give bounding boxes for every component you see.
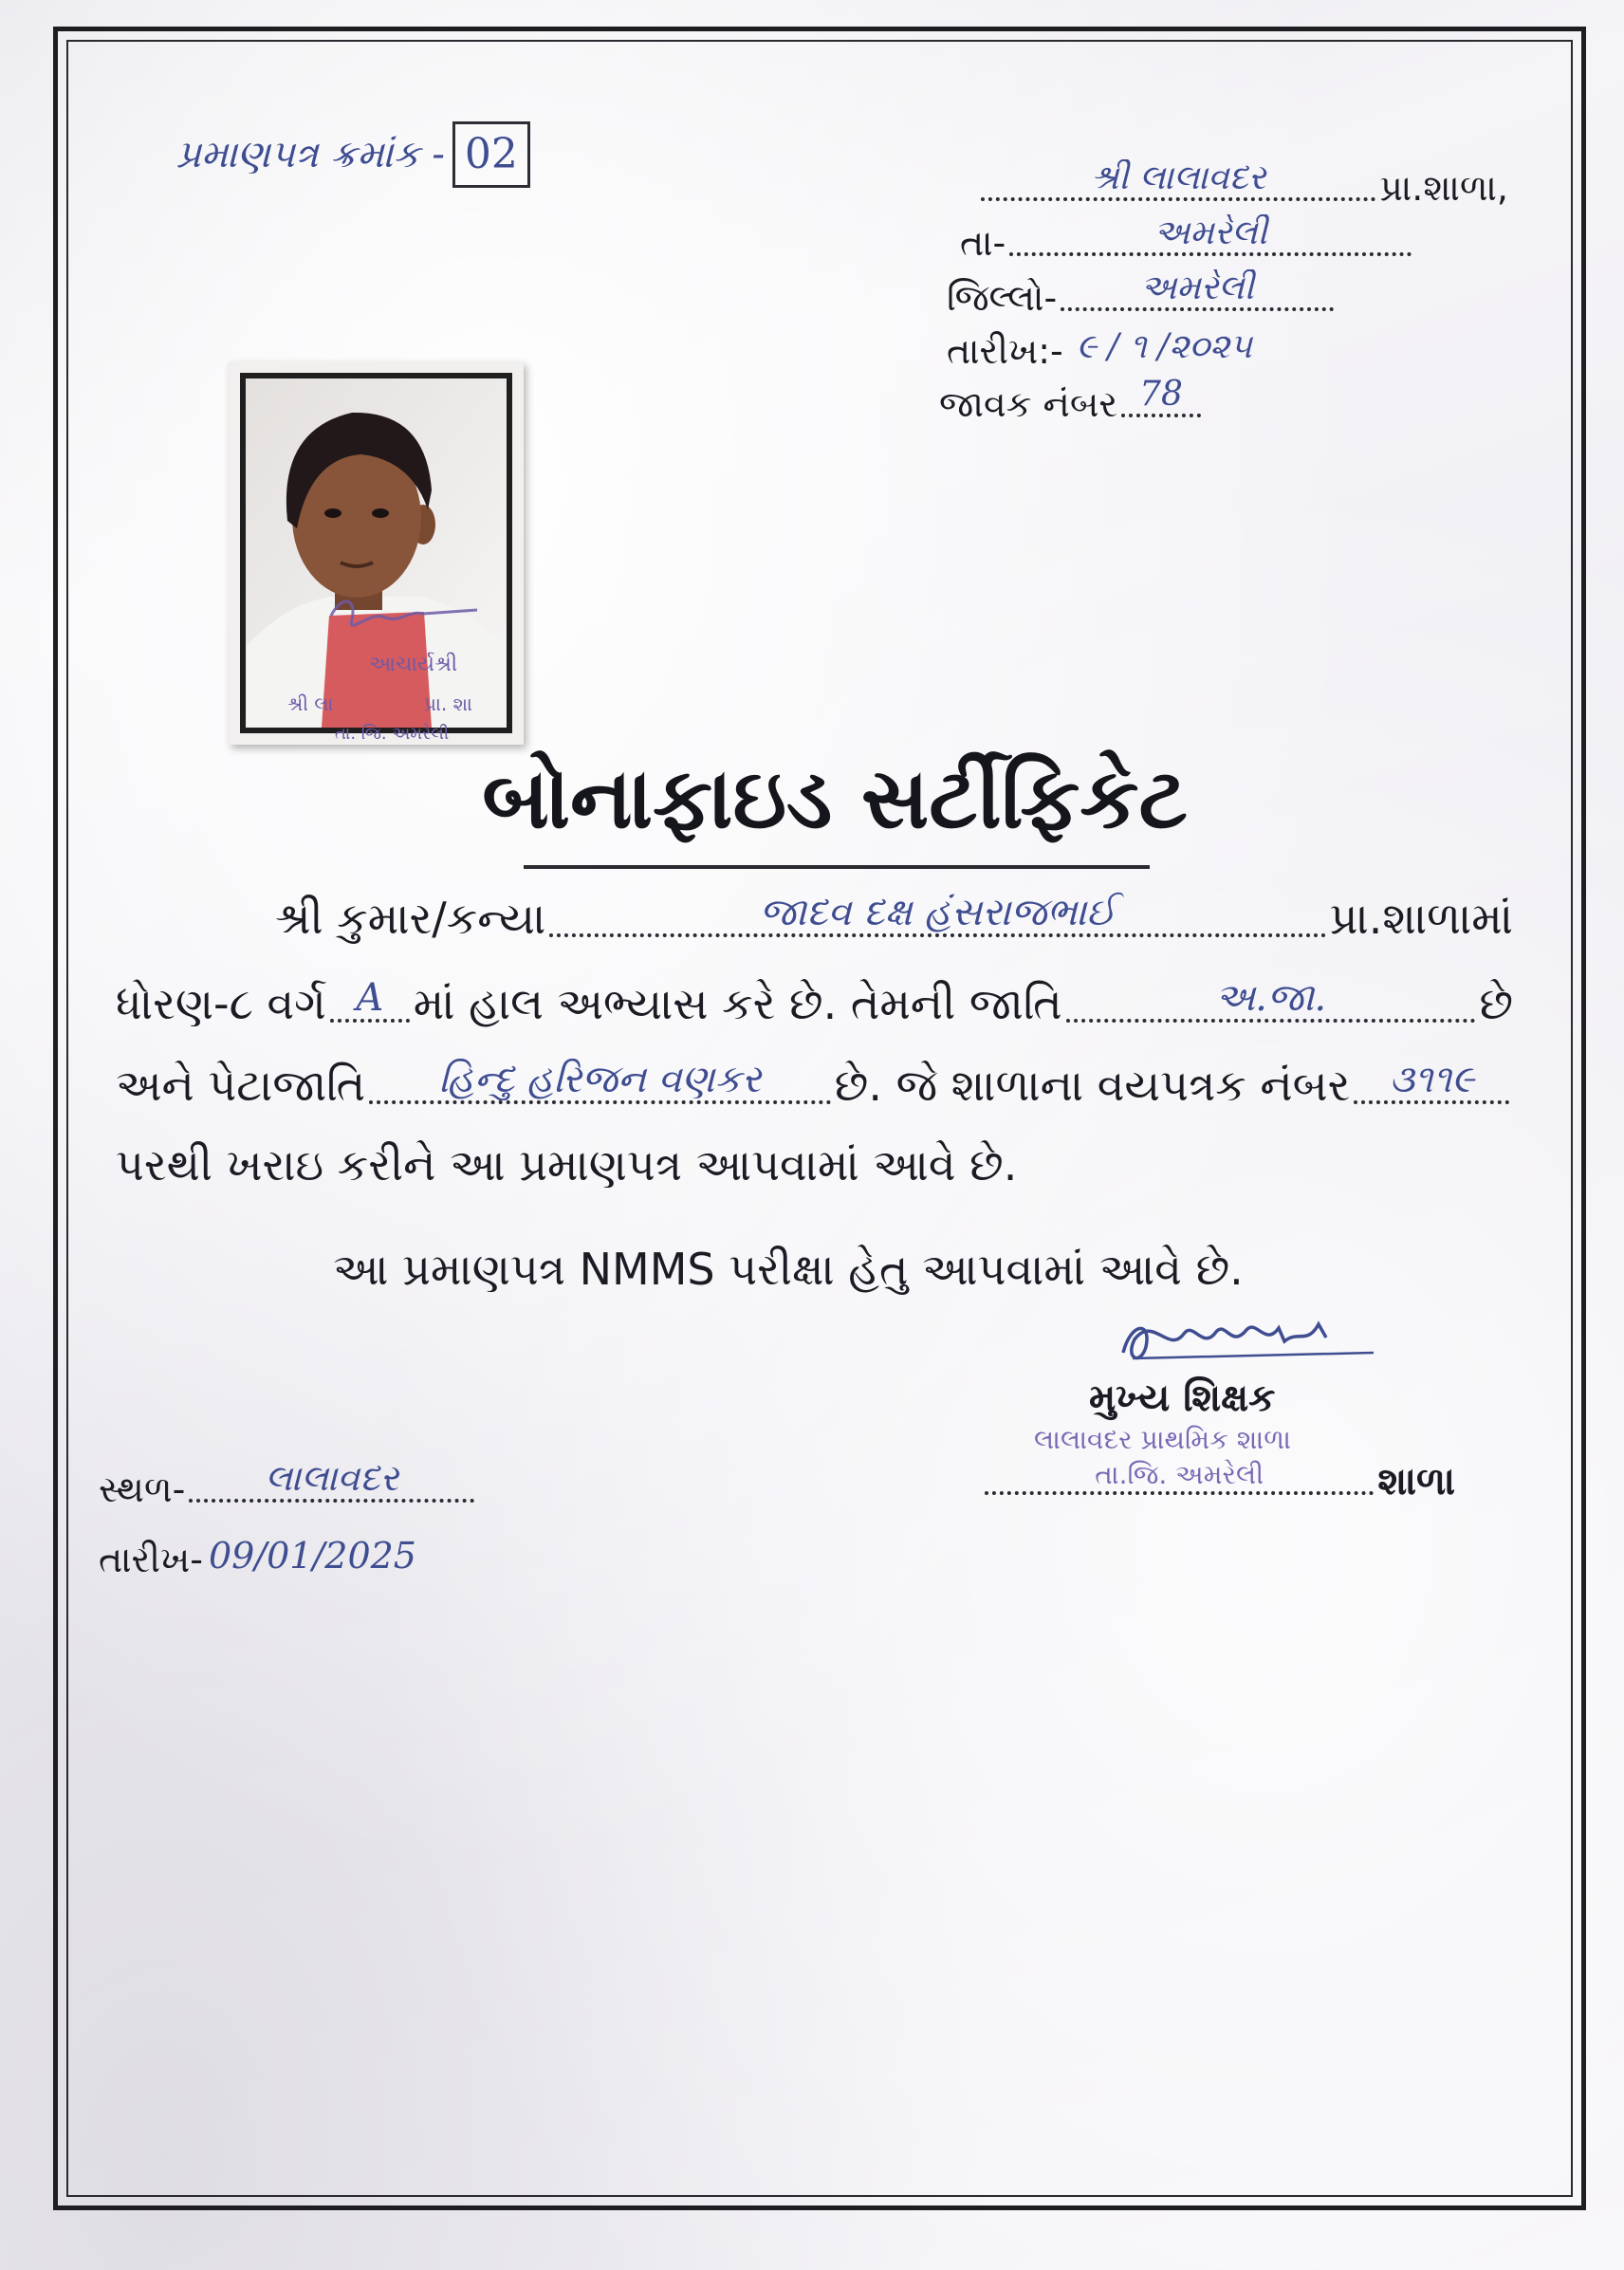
place-label: સ્થળ-: [99, 1468, 186, 1510]
certificate-serial: [176, 112, 613, 197]
serial-label: પ્રમાણપત્ર ક્રમાંક -: [176, 133, 445, 176]
verification-statement: પરથી ખરાઇ કરીને આ પ્રમાણપત્ર આપવામાં આવે છે.: [116, 1139, 1018, 1190]
headmaster-designation: મુખ્ય શિક્ષક: [1089, 1376, 1276, 1420]
district-label: જિલ્લો-: [947, 277, 1058, 319]
caste-field: [1066, 977, 1476, 1023]
body-line-2: [116, 966, 1513, 1034]
subcaste-value: હિન્દુ હરિજન વણકર: [438, 1059, 762, 1101]
body-line-3: [116, 1047, 1513, 1116]
taluka-field: [1009, 214, 1412, 256]
outward-field: [1121, 376, 1201, 417]
student-eye-left: [324, 508, 341, 518]
school-stamp-line: લાલાવદર પ્રાથમિક શાળા: [1034, 1424, 1291, 1455]
header-date-value: ૯ / ૧ /૨૦૨૫: [1076, 327, 1252, 366]
header-outward-line: [939, 374, 1224, 429]
student-eye-right: [372, 508, 389, 518]
student-name-field: [549, 892, 1325, 937]
header-district-line: [947, 268, 1338, 323]
school-suffix: પ્રા.શાળા,: [1379, 167, 1508, 209]
photo-stamp-text: પ્રા. શા: [424, 692, 472, 715]
signature-scribble: [1123, 1324, 1326, 1358]
school-stamp-district: તા.જિ. અમરેલી: [1095, 1459, 1264, 1490]
body-line-1: [275, 880, 1513, 949]
photo-stamp-text: શ્રી લા: [287, 692, 334, 715]
student-prefix: શ્રી કુમાર/કન્યા: [275, 893, 546, 944]
subcaste-prefix: અને પેટાજાતિ: [116, 1060, 366, 1111]
student-photo: [229, 361, 524, 745]
header-date-label: તારીખ:-: [947, 330, 1063, 372]
place-field: [189, 1459, 474, 1503]
student-photo-svg: [229, 361, 524, 745]
signatory-school-suffix: શાળા: [1377, 1460, 1455, 1504]
body-line-5: [333, 1231, 1424, 1300]
register-number-value: ૩૧૧૯: [1389, 1059, 1474, 1101]
photo-stamp-text: તા. જિ. અમરેલી: [335, 724, 450, 744]
caste-value: અ.જા.: [1214, 977, 1327, 1020]
purpose-statement: આ પ્રમાણપત્ર NMMS પરીક્ષા હેતુ આપવામાં આવે છે.: [333, 1244, 1244, 1295]
place-value: લાલાવદર: [265, 1459, 398, 1500]
signatory-school-field: [985, 1459, 1374, 1495]
standard-prefix: ધોરણ-૮ વર્ગ: [116, 978, 326, 1029]
serial-number-box: 02: [452, 121, 530, 188]
body-line-4: [116, 1127, 1254, 1195]
subcaste-field: [369, 1059, 831, 1104]
district-value: અમરેલી: [1140, 269, 1254, 308]
certificate-title: બોનાફાઇડ સર્ટીફિકેટ: [482, 749, 1188, 847]
division-field: [330, 977, 410, 1023]
division-value: A: [356, 977, 384, 1020]
outward-value: 78: [1139, 376, 1183, 415]
footer-date-label: તારીખ-: [99, 1539, 203, 1580]
header-date-line: [947, 321, 1355, 376]
photo-stamp-text: આચાર્યશ્રી: [369, 653, 458, 676]
school-name-value: શ્રી લાલાવદર: [1090, 159, 1266, 198]
district-field: [1061, 269, 1334, 311]
register-number-field: [1354, 1059, 1509, 1104]
footer-date-line: [99, 1527, 535, 1584]
school-name-field: [981, 159, 1375, 201]
register-statement: છે. જે શાળાના વયપત્રક નંબર: [834, 1060, 1351, 1111]
taluka-label: તા-: [960, 222, 1006, 264]
footer-place-line: [99, 1457, 478, 1514]
taluka-value: અમરેલી: [1153, 214, 1267, 253]
title-underline: [524, 865, 1150, 869]
outward-label: જાવક નંબર: [939, 383, 1118, 425]
header-school-line: [977, 157, 1508, 212]
study-statement: માં હાલ અભ્યાસ કરે છે. તેમની જાતિ: [413, 978, 1062, 1029]
student-name-value: જાદવ દક્ષ હંસરાજભાઈ: [759, 892, 1116, 934]
header-taluka-line: [960, 212, 1415, 268]
school-in-suffix: પ્રા.શાળામાં: [1329, 893, 1513, 944]
footer-date-value: 09/01/2025: [208, 1535, 416, 1577]
caste-suffix: છે: [1479, 978, 1513, 1029]
signature-stroke: [1133, 1353, 1374, 1358]
signatory-school-line: [981, 1451, 1455, 1506]
